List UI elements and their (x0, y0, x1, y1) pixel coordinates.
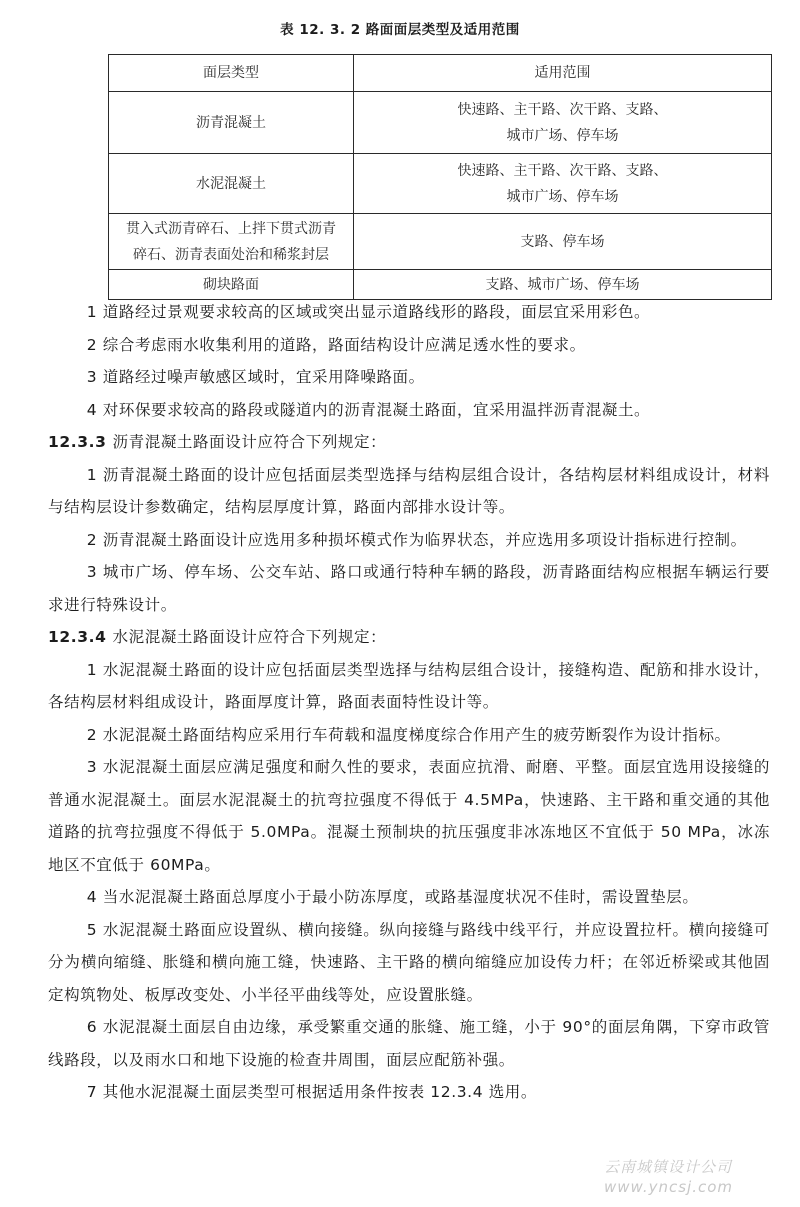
watermark-company: 云南城镇设计公司 (604, 1158, 733, 1176)
scope-line: 支路、城市广场、停车场 (485, 276, 640, 293)
table-row (109, 92, 772, 154)
table-header-cell: 面层类型 (109, 55, 354, 92)
table-cell-type: 砌块路面 (109, 270, 354, 300)
watermark (604, 1157, 800, 1197)
table-row (109, 270, 772, 300)
scope-line: 快速路、主干路、次干路、支路、 (457, 101, 668, 118)
paragraph: 4 对环保要求较高的路段或隧道内的沥青混凝土路面，宜采用温拌沥青混凝土。 (86, 400, 651, 419)
pavement-type-table (108, 54, 772, 300)
table-row (109, 154, 772, 214)
clause-number: 12.3.4 (48, 628, 107, 646)
table-cell-scope (354, 92, 772, 154)
paragraph: 1 水泥混凝土路面的设计应包括面层类型选择与结构层组合设计，接缝构造、配筋和排水设计，各结构层材料组成设计，路面厚度计算，路面表面特性设计等。 (48, 660, 770, 711)
clause-title: 水泥混凝土路面设计应符合下列规定： (112, 628, 387, 646)
table-cell-scope (354, 154, 772, 214)
clause-heading (48, 621, 770, 654)
clause-title: 沥青混凝土路面设计应符合下列规定： (112, 433, 387, 451)
scope-line: 城市广场、停车场 (506, 127, 619, 144)
paragraph: 2 水泥混凝土路面结构应采用行车荷载和温度梯度综合作用产生的疲劳断裂作为设计指标。 (86, 725, 731, 744)
table-header-cell: 适用范围 (354, 55, 772, 92)
scope-line: 快速路、主干路、次干路、支路、 (457, 162, 668, 179)
paragraph: 2 沥青混凝土路面设计应选用多种损坏模式作为临界状态，并应选用多项设计指标进行控制。 (86, 530, 747, 549)
type-line: 碎石、沥青表面处治和稀浆封层 (133, 246, 329, 263)
type-line: 贯入式沥青碎石、上拌下贯式沥青 (126, 220, 336, 237)
paragraph: 1 道路经过景观要求较高的区域或突出显示道路线形的路段，面层宜采用彩色。 (86, 303, 651, 321)
table-cell-type: 沥青混凝土 (109, 92, 354, 154)
paragraph: 6 水泥混凝土面层自由边缘，承受繁重交通的胀缝、施工缝，小于 90°的面层角隅，下穿市政管线路段，以及雨水口和地下设施的检查井周围，面层应配筋补强。 (48, 1018, 770, 1069)
paragraph: 4 当水泥混凝土路面总厚度小于最小防冻厚度，或路基湿度状况不佳时，需设置垫层。 (86, 888, 699, 906)
watermark-url: www.yncsj.com (604, 1178, 734, 1196)
table-cell-scope (354, 214, 772, 270)
paragraph: 3 水泥混凝土面层应满足强度和耐久性的要求，表面应抗滑、耐磨、平整。面层宜选用设接缝的普通水泥混凝土。面层水泥混凝土的抗弯拉强度不得低于 4.5MPa，快速路、主干路和重交通的其他道路的抗弯拉强度不得低于 5.0MPa。混凝土预制块的抗压强度非冰冻地区不宜低于 50 MPa，冰冻地区不宜低于 60MPa。 (48, 758, 770, 874)
clause-number: 12.3.3 (48, 433, 107, 451)
table-caption: 表 12. 3. 2 路面面层类型及适用范围 (280, 22, 520, 38)
paragraph: 7 其他水泥混凝土面层类型可根据适用条件按表 12.3.4 选用。 (86, 1083, 537, 1101)
paragraph: 5 水泥混凝土路面应设置纵、横向接缝。纵向接缝与路线中线平行，并应设置拉杆。横向接缝可分为横向缩缝、胀缝和横向施工缝，快速路、主干路的横向缩缝应加设传力杆；在邻近桥梁或其他固定构筑物处、板厚改变处、小半径平曲线等处，应设置胀缝。 (48, 920, 770, 1004)
paragraph: 2 综合考虑雨水收集利用的道路，路面结构设计应满足透水性的要求。 (86, 335, 586, 354)
paragraph: 3 城市广场、停车场、公交车站、路口或通行特种车辆的路段，沥青路面结构应根据车辆运行要求进行特殊设计。 (48, 563, 770, 614)
scope-line: 支路、停车场 (520, 233, 605, 250)
table-cell-scope (354, 270, 772, 300)
paragraph: 3 道路经过噪声敏感区域时，宜采用降噪路面。 (86, 368, 425, 386)
paragraph: 1 沥青混凝土路面的设计应包括面层类型选择与结构层组合设计，各结构层材料组成设计，材料与结构层设计参数确定，结构层厚度计算，路面内部排水设计等。 (48, 465, 770, 516)
clause-heading (48, 426, 770, 459)
table-header-row (109, 55, 772, 92)
scope-line: 城市广场、停车场 (506, 188, 619, 205)
body-text (48, 296, 770, 1109)
table-row (109, 214, 772, 270)
table-cell-type (109, 214, 354, 270)
table-cell-type: 水泥混凝土 (109, 154, 354, 214)
